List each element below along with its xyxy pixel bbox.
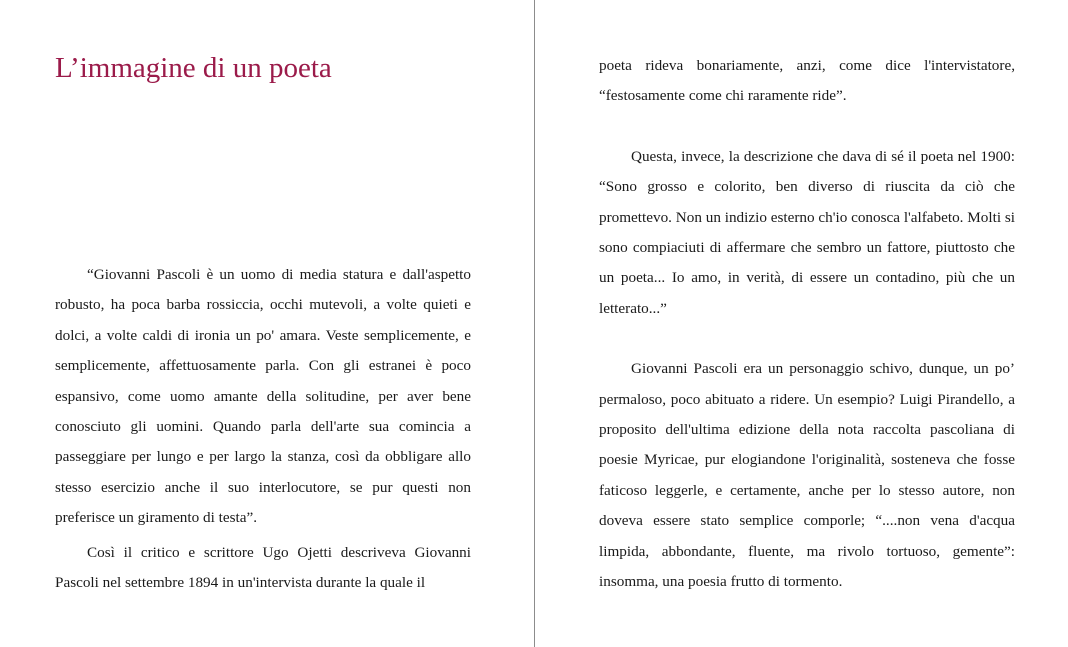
- chapter-title: L’immagine di un poeta: [55, 52, 332, 84]
- ojetti-quote-paragraph: “Giovanni Pascoli è un uomo di media statura e dall'aspetto robusto, ha poca barba rossiccia, occhi mutevoli, a volte quieti e dolci, a volte caldi di ironia un po' amara. Veste semplicemente, e semplicemente, affettuosamente parla. Con gli estranei è poco espansivo, come uomo amante della solitudine, per aver bene conosciuto gli uomini. Quando parla dell'arte sua comincia a passeggiare per lungo e per largo la stanza, così da obbligare allo stesso esercizio anche il suo interlocutore, se pur questi non preferisce un giramento di testa”.: [55, 266, 471, 527]
- continued-paragraph: poeta rideva bonariamente, anzi, come dice l'intervistatore, “festosamente come chi raramente ride”.: [599, 57, 1015, 105]
- right-page: [536, 0, 1068, 647]
- pirandello-paragraph: Giovanni Pascoli era un personaggio schivo, dunque, un po’ permaloso, poco abituato a ridere. Un esempio? Luigi Pirandello, a proposito dell'ultima edizione della nota raccolta pascoliana di poesie Myricae, pur elogiandone l'originalità, sosteneva che fosse faticoso leggerle, e certamente, anche per lo stesso autore, non doveva essere stato semplice comporle; “....non vena d'acqua limpida, abbondante, fluente, ma rivolo tortuoso, gemente”: insomma, una poesia frutto di tormento.: [599, 360, 1015, 591]
- left-page-text: [55, 260, 471, 598]
- ojetti-description-paragraph: Così il critico e scrittore Ugo Ojetti descriveva Giovanni Pascoli nel settembre 1894 in un'intervista durante la quale il: [55, 543, 471, 592]
- page-divider: [534, 0, 535, 647]
- right-page-text: [599, 51, 1015, 598]
- self-description-paragraph: Questa, invece, la descrizione che dava di sé il poeta nel 1900: “Sono grosso e colorito, ben diverso di riuscita da ciò che promettevo. Non un indizio esterno ch'io conosca l'alfabeto. Molti si sono compiaciuti di affermare che sembro un fattore, piuttosto che un poeta... Io amo, in verità, di essere un contadino, più che un letterato...”: [599, 147, 1015, 317]
